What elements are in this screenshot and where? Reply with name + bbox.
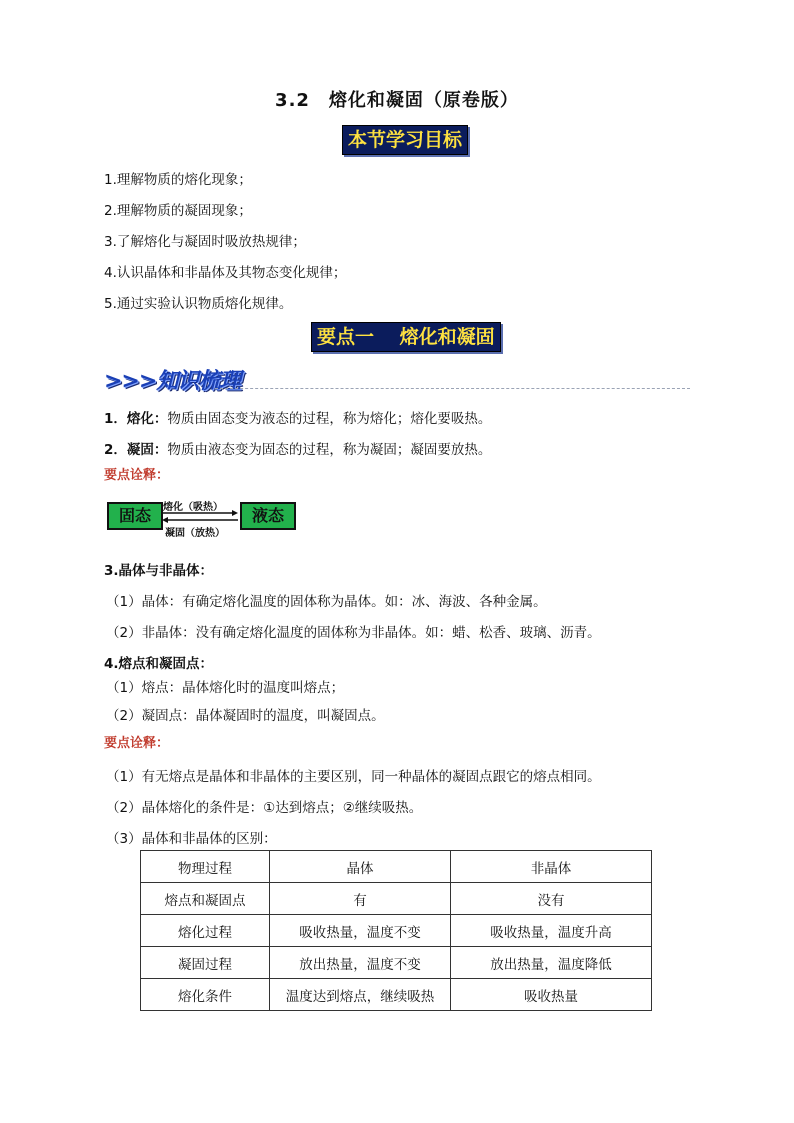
table-cell: 熔点和凝固点 (141, 883, 270, 915)
knowledge-section-logo: >>>知识梳理 (104, 368, 241, 394)
solid-state-box: 固态 (107, 502, 163, 530)
goals-banner: 本节学习目标 (342, 125, 468, 155)
table-cell: 熔化过程 (141, 915, 270, 947)
melting-point-heading: 4.熔点和凝固点： (104, 656, 214, 672)
table-row (141, 979, 652, 1011)
explain-item: （2）晶体熔化的条件是：①达到熔点；②继续吸热。 (106, 800, 423, 816)
note-heading: 要点诠释： (104, 468, 170, 483)
phase-arrows (162, 510, 238, 524)
table-header-cell: 物理过程 (141, 851, 270, 883)
table-cell: 吸收热量 (451, 979, 652, 1011)
liquid-state-box: 液态 (240, 502, 296, 530)
solidification-text: 物质由液态变为固态的过程，称为凝固；凝固要放热。 (167, 442, 492, 458)
goal-item: 2.理解物质的凝固现象； (104, 203, 252, 219)
melting-point-line: （1）熔点：晶体熔化时的温度叫熔点； (106, 680, 345, 696)
explain-item: （3）晶体和非晶体的区别： (106, 831, 277, 847)
goal-item: 1.理解物质的熔化现象； (104, 172, 252, 188)
table-cell: 放出热量，温度不变 (270, 947, 451, 979)
table-cell: 吸收热量，温度不变 (270, 915, 451, 947)
goal-item: 5.通过实验认识物质熔化规律。 (104, 296, 293, 312)
table-row (141, 915, 652, 947)
goal-item: 4.认识晶体和非晶体及其物态变化规律； (104, 265, 347, 281)
table-cell: 有 (270, 883, 451, 915)
melting-label: 1．熔化： (104, 411, 168, 427)
note-heading: 要点诠释： (104, 736, 170, 751)
solidification-arrowhead (162, 517, 168, 523)
table-cell: 温度达到熔点，继续吸热 (270, 979, 451, 1011)
explain-item: （1）有无熔点是晶体和非晶体的主要区别，同一种晶体的凝固点跟它的熔点相同。 (106, 769, 601, 785)
table-cell: 放出热量，温度降低 (451, 947, 652, 979)
page-title: 3.2 熔化和凝固（原卷版） (275, 90, 519, 111)
melting-arrowhead (232, 510, 238, 516)
melting-definition (104, 407, 491, 427)
table-row (141, 883, 652, 915)
freezing-point-line: （2）凝固点：晶体凝固时的温度，叫凝固点。 (106, 708, 385, 724)
comparison-table (140, 850, 652, 1011)
table-header-cell: 非晶体 (451, 851, 652, 883)
table-cell: 吸收热量，温度升高 (451, 915, 652, 947)
solidification-arrow-label: 凝固（放热） (165, 528, 225, 539)
amorphous-line: （2）非晶体：没有确定熔化温度的固体称为非晶体。如：蜡、松香、玻璃、沥青。 (106, 625, 601, 641)
goal-item: 3.了解熔化与凝固时吸放热规律； (104, 234, 306, 250)
crystal-line: （1）晶体：有确定熔化温度的固体称为晶体。如：冰、海波、各种金属。 (106, 594, 547, 610)
solidification-label: 2．凝固： (104, 442, 168, 458)
table-cell: 没有 (451, 883, 652, 915)
melting-arrow-label: 熔化（吸热） (163, 502, 223, 513)
melting-text: 物质由固态变为液态的过程，称为熔化；熔化要吸热。 (167, 411, 492, 427)
solidification-definition (104, 438, 491, 458)
table-cell: 凝固过程 (141, 947, 270, 979)
table-header-cell: 晶体 (270, 851, 451, 883)
table-row (141, 947, 652, 979)
section-divider (215, 388, 690, 389)
table-header-row (141, 851, 652, 883)
crystal-heading: 3.晶体与非晶体： (104, 563, 214, 579)
key-point-banner: 要点一 熔化和凝固 (311, 322, 501, 352)
table-cell: 熔化条件 (141, 979, 270, 1011)
